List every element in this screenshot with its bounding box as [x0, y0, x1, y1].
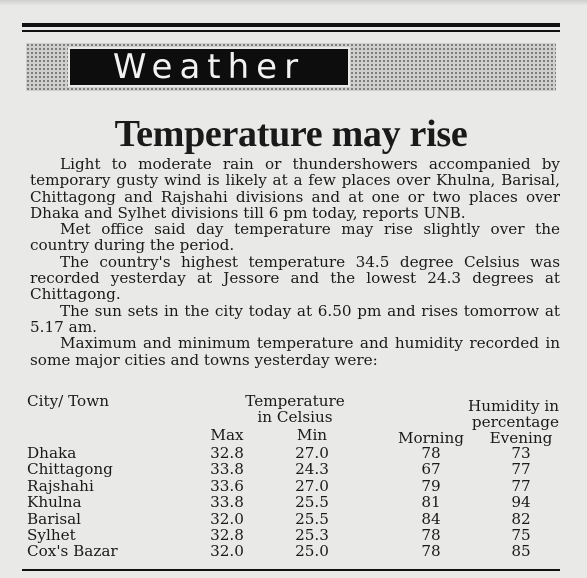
table-cell-morning: 81: [421, 493, 441, 512]
evening-column-header: Evening: [489, 429, 553, 447]
paragraph: The country's highest temperature 34.5 degree Celsius was recorded yesterday at Jessore and the lowest 24.3 degrees at Chittagong.: [30, 252, 560, 304]
table-cell-min: 24.3: [295, 460, 329, 479]
table-cell-city: Khulna: [27, 493, 82, 512]
newspaper-clipping: [22, 22, 560, 572]
table-cell-morning: 79: [421, 476, 441, 495]
table-cell-evening: 82: [511, 509, 531, 528]
section-label: Weather: [112, 47, 306, 87]
paragraph: Met office said day temperature may rise slightly over the country during the period.: [30, 220, 560, 255]
table-cell-morning: 78: [421, 444, 441, 462]
humidity-unit-header: percentage: [471, 413, 559, 431]
temperature-header: Temperature: [245, 392, 345, 410]
table-cell-evening: 77: [511, 460, 531, 479]
scan-edge: [0, 0, 587, 6]
table-cell-max: 33.8: [210, 460, 244, 479]
table-cell-city: Cox's Bazar: [27, 542, 118, 561]
table-cell-min: 25.5: [295, 493, 329, 512]
humidity-header: Humidity in: [467, 397, 559, 415]
table-cell-morning: 67: [421, 460, 441, 479]
morning-column-header: Morning: [397, 429, 465, 447]
table-cell-min: 25.5: [295, 509, 329, 528]
table-cell-city: Barisal: [27, 509, 82, 528]
table-cell-max: 32.8: [210, 444, 244, 462]
table-cell-max: 33.6: [210, 476, 244, 495]
table-cell-max: 32.0: [210, 542, 244, 561]
weather-table: [25, 393, 560, 573]
max-column-header: Max: [210, 426, 244, 444]
table-cell-city: Rajshahi: [27, 476, 94, 495]
article-body: [30, 156, 560, 368]
table-cell-max: 33.8: [210, 493, 244, 512]
bottom-rule: [22, 569, 560, 571]
table-cell-min: 25.0: [295, 542, 329, 561]
paragraph: Light to moderate rain or thundershowers accompanied by temporary gusty wind is likely at a few places over Khulna, Barisal, Chittagong and Rajshahi divisions and at one or two places over Dhaka and Sylhet divisions till 6 pm today, reports UNB.: [30, 155, 560, 222]
table-cell-city: Chittagong: [27, 460, 113, 479]
table-cell-evening: 94: [511, 493, 531, 512]
top-rule: [22, 23, 560, 27]
table-cell-evening: 85: [511, 542, 531, 561]
city-column-header: City/ Town: [27, 392, 109, 410]
table-cell-city: Dhaka: [27, 444, 77, 462]
table-cell-city: Sylhet: [27, 526, 76, 544]
table-cell-evening: 73: [511, 444, 531, 462]
table-cell-morning: 78: [421, 542, 441, 561]
min-column-header: Min: [296, 426, 328, 444]
table-cell-morning: 78: [421, 526, 441, 544]
table-cell-max: 32.0: [210, 509, 244, 528]
table-cell-min: 25.3: [295, 526, 329, 544]
top-rule-thin: [22, 30, 560, 32]
table-cell-morning: 84: [421, 509, 441, 528]
table-cell-min: 27.0: [295, 476, 329, 495]
table-cell-evening: 75: [511, 526, 531, 544]
table-cell-max: 32.8: [210, 526, 244, 544]
paragraph: The sun sets in the city today at 6.50 pm and rises tomorrow at 5.17 am.: [30, 301, 560, 336]
section-banner: [70, 49, 348, 85]
headline: Temperature may rise: [114, 113, 468, 155]
table-cell-evening: 77: [511, 476, 531, 495]
table-cell-min: 27.0: [295, 444, 329, 462]
paragraph: Maximum and minimum temperature and humidity recorded in some major cities and towns yesterday were:: [30, 334, 560, 369]
temperature-unit-header: in Celsius: [257, 408, 333, 426]
